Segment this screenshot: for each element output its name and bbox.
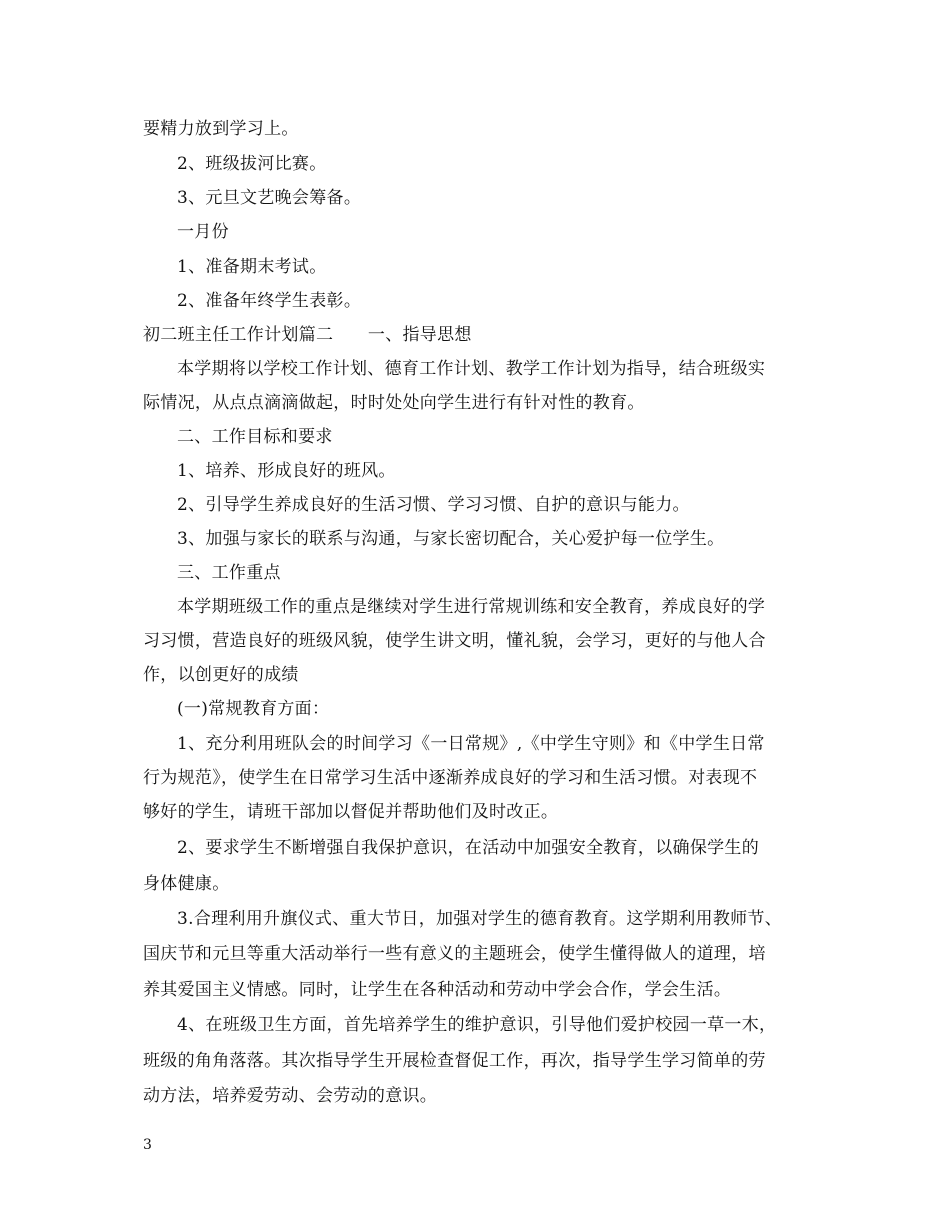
section-heading: 二、工作目标和要求 [177, 427, 333, 447]
text-line: 2、要求学生不断增强自我保护意识，在活动中加强安全教育，以确保学生的 [177, 838, 760, 858]
text-line: 4、在班级卫生方面，首先培养学生的维护意识，引导他们爱护校园一草一木， [177, 1015, 777, 1035]
text-line: 要精力放到学习上。 [143, 119, 299, 139]
text-line: 行为规范》，使学生在日常学习生活中逐渐养成良好的学习和生活习惯。对表现不 [143, 768, 758, 788]
text-line: 3.合理利用升旗仪式、重大节日，加强对学生的德育教育。这学期利用教师节、 [177, 909, 783, 929]
text-line: 2、班级拔河比赛。 [177, 154, 327, 174]
text-line: 本学期班级工作的重点是继续对学生进行常规训练和安全教育，养成良好的学 [177, 597, 766, 617]
text-line: 际情况，从点点滴滴做起，时时处处向学生进行有针对性的教育。 [143, 393, 645, 413]
text-line: 2、引导学生养成良好的生活习惯、学习习惯、自护的意识与能力。 [177, 495, 690, 515]
text-line: 动方法，培养爱劳动、会劳动的意识。 [143, 1086, 438, 1106]
text-line: 身体健康。 [143, 874, 230, 894]
page-number: 3 [143, 1137, 152, 1153]
section-heading: 一月份 [177, 222, 229, 242]
text-line: 习习惯，营造良好的班级风貌，使学生讲文明，懂礼貌，会学习，更好的与他人合 [143, 631, 766, 651]
text-line: 国庆节和元旦等重大活动举行一些有意义的主题班会，使学生懂得做人的道理，培 [143, 944, 766, 964]
text-line: 1、准备期末考试。 [177, 257, 327, 277]
text-line: 1、充分利用班队会的时间学习《一日常规》,《中学生守则》和《中学生日常 [177, 734, 765, 754]
text-line: 2、准备年终学生表彰。 [177, 291, 362, 311]
text-line: 作，以创更好的成绩 [143, 665, 299, 685]
text-line: 3、加强与家长的联系与沟通，与家长密切配合，关心爱护每一位学生。 [177, 529, 725, 549]
text-line: 本学期将以学校工作计划、德育工作计划、教学工作计划为指导，结合班级实 [177, 359, 766, 379]
text-line: 够好的学生，请班干部加以督促并帮助他们及时改正。 [143, 802, 559, 822]
subsection-heading: (一)常规教育方面： [177, 699, 330, 719]
text-line: 班级的角角落落。其次指导学生开展检查督促工作，再次，指导学生学习简单的劳 [143, 1051, 766, 1071]
section-heading: 三、工作重点 [177, 563, 281, 583]
text-line: 1、培养、形成良好的班风。 [177, 461, 396, 481]
text-line: 养其爱国主义情感。同时，让学生在各种活动和劳动中学会合作，学会生活。 [143, 980, 732, 1000]
chapter-heading: 初二班主任工作计划篇二 一、指导思想 [143, 325, 472, 345]
text-line: 3、元旦文艺晚会筹备。 [177, 188, 362, 208]
